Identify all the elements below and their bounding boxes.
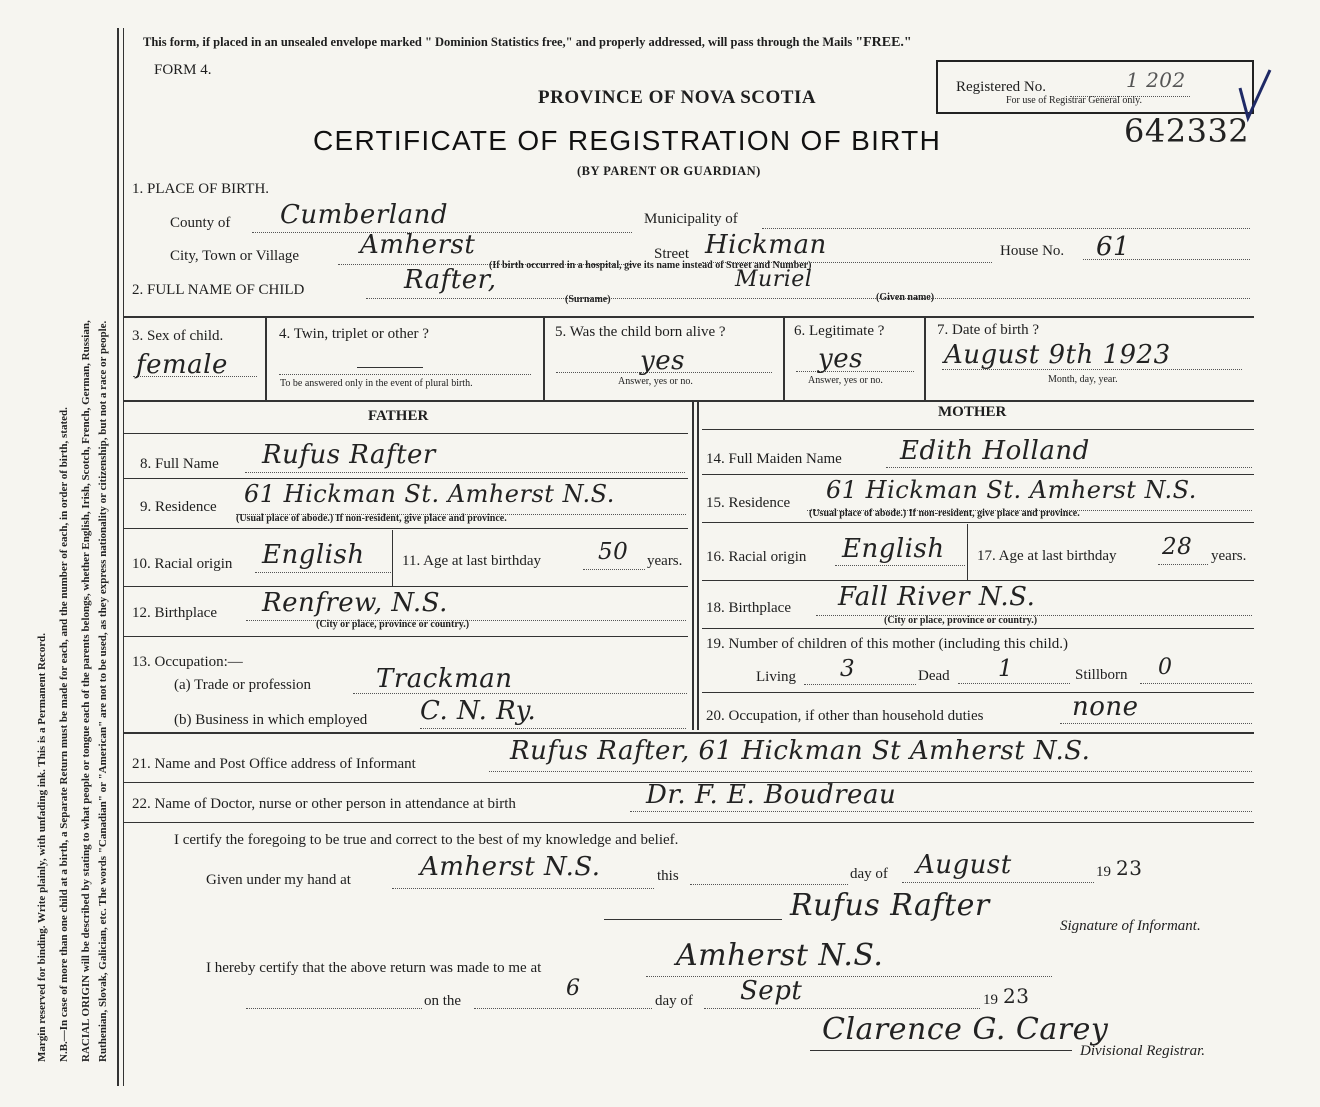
- form-number: FORM 4.: [154, 62, 212, 78]
- dob-value: August 9th 1923: [944, 340, 1171, 370]
- father-business-label: (b) Business in which employed: [174, 712, 368, 728]
- given-place-value: Amherst N.S.: [420, 852, 601, 882]
- informant-signature-label: Signature of Informant.: [1060, 918, 1201, 934]
- mother-occupation-value: none: [1072, 692, 1139, 722]
- province-heading: PROVINCE OF NOVA SCOTIA: [538, 87, 817, 108]
- margin-note-racial-origin-cont: Ruthenian, Slovak, Galician, etc. The words "Canadian" or "American" are not to be used, as they express nationality or citizenship, but not a race or people.: [97, 320, 109, 1062]
- mother-stillborn-label: Stillborn: [1075, 667, 1128, 683]
- dob-label: 7. Date of birth ?: [937, 322, 1040, 338]
- given-year-value: 23: [1116, 856, 1143, 880]
- return-year-value: 23: [1003, 984, 1030, 1008]
- mother-birthplace-value: Fall River N.S.: [838, 582, 1036, 612]
- mother-heading: MOTHER: [938, 404, 1007, 420]
- mother-birthplace-label: 18. Birthplace: [706, 600, 791, 616]
- sex-value: female: [136, 350, 228, 380]
- page-subtitle: (BY PARENT OR GUARDIAN): [577, 164, 761, 178]
- father-years: years.: [647, 553, 683, 569]
- legitimate-label: 6. Legitimate ?: [794, 323, 885, 339]
- twin-note: To be answered only in the event of plural birth.: [280, 378, 473, 389]
- mother-dead-label: Dead: [918, 668, 950, 684]
- given-year-prefix: 19: [1096, 864, 1111, 880]
- mother-living-value: 3: [840, 656, 856, 682]
- mother-residence-label: 15. Residence: [706, 495, 791, 511]
- twin-label: 4. Twin, triplet or other ?: [279, 326, 429, 342]
- child-given-name: Muriel: [735, 267, 813, 292]
- doctor-value: Dr. F. E. Boudreau: [646, 780, 897, 810]
- registered-sub: For use of Registrar General only.: [1006, 95, 1142, 106]
- binding-margin-line-inner: [123, 28, 124, 1086]
- mother-racial-value: English: [842, 534, 945, 564]
- alive-label: 5. Was the child born alive ?: [555, 324, 726, 340]
- surname-note: (Surname): [565, 294, 611, 305]
- mother-living-label: Living: [756, 669, 796, 685]
- return-day-value: 6: [566, 976, 581, 1001]
- return-day-of-label: day of: [655, 993, 693, 1009]
- certificate-number: 642332: [1124, 112, 1250, 150]
- city-value: Amherst: [360, 230, 476, 260]
- father-trade-label: (a) Trade or profession: [174, 677, 312, 693]
- informant-value: Rufus Rafter, 61 Hickman St Amherst N.S.: [510, 736, 1091, 766]
- father-racial-label: 10. Racial origin: [132, 556, 233, 572]
- mother-years: years.: [1211, 548, 1247, 564]
- registered-box: [936, 60, 1254, 114]
- dob-note: Month, day, year.: [1048, 374, 1118, 385]
- house-value: 61: [1096, 232, 1131, 262]
- mother-residence-note: (Usual place of abode.) If non-resident, give place and province.: [809, 508, 1080, 519]
- father-birthplace-label: 12. Birthplace: [132, 605, 217, 621]
- place-of-birth-heading: 1. PLACE OF BIRTH.: [132, 181, 270, 197]
- return-month-value: Sept: [740, 976, 803, 1006]
- this-label: this: [657, 868, 679, 884]
- father-racial-value: English: [262, 540, 365, 570]
- page-title: CERTIFICATE OF REGISTRATION OF BIRTH: [313, 125, 942, 156]
- return-year-prefix: 19: [983, 992, 998, 1008]
- father-heading: FATHER: [368, 408, 429, 424]
- sex-label: 3. Sex of child.: [132, 328, 224, 344]
- day-of-label: day of: [850, 866, 888, 882]
- county-value: Cumberland: [280, 200, 448, 230]
- binding-margin-line: [117, 28, 119, 1086]
- city-label: City, Town or Village: [170, 248, 300, 264]
- street-value: Hickman: [705, 230, 827, 260]
- informant-label: 21. Name and Post Office address of Informant: [132, 756, 416, 772]
- margin-note-binding: Margin reserved for binding. Write plainly, with unfading ink. This is a Permanent Record.: [36, 633, 48, 1062]
- mother-children-label: 19. Number of children of this mother (including this child.): [706, 636, 1069, 652]
- mother-dead-value: 1: [998, 656, 1014, 682]
- father-birthplace-value: Renfrew, N.S.: [262, 588, 448, 618]
- registrar-label: Divisional Registrar.: [1080, 1043, 1206, 1059]
- alive-value: yes: [640, 346, 685, 376]
- father-occupation-label: 13. Occupation:—: [132, 654, 243, 670]
- return-place-value: Amherst N.S.: [676, 938, 884, 973]
- margin-note-racial-origin: RACIAL ORIGIN will be described by stating to what people or tongue each of the parents belongs, whether English, Irish, Scotch, French, German, Russian,: [80, 320, 92, 1062]
- father-name-value: Rufus Rafter: [262, 440, 436, 470]
- legitimate-note: Answer, yes or no.: [808, 375, 883, 386]
- legitimate-value: yes: [818, 344, 863, 374]
- father-trade-value: Trackman: [376, 664, 513, 694]
- mother-name-value: Edith Holland: [900, 436, 1090, 466]
- father-name-label: 8. Full Name: [140, 456, 219, 472]
- child-surname: Rafter,: [404, 265, 497, 295]
- margin-note-multiple-births: N.B.—In case of more than one child at a birth, a Separate Return must be made for each, and the number of each, in order of birth, stated.: [58, 407, 70, 1062]
- mother-age-value: 28: [1162, 534, 1193, 560]
- mother-name-label: 14. Full Maiden Name: [706, 451, 842, 467]
- given-under-label: Given under my hand at: [206, 872, 351, 888]
- registered-label: Registered No.: [956, 79, 1046, 95]
- informant-signature: Rufus Rafter: [790, 888, 990, 923]
- hospital-note: (If birth occurred in a hospital, give its name instead of Street and Number): [489, 260, 812, 271]
- father-residence-value: 61 Hickman St. Amherst N.S.: [244, 480, 615, 508]
- registered-value: 1 202: [1126, 68, 1186, 92]
- doctor-label: 22. Name of Doctor, nurse or other person in attendance at birth: [132, 796, 516, 812]
- mother-residence-value: 61 Hickman St. Amherst N.S.: [826, 476, 1197, 504]
- municipality-label: Municipality of: [644, 211, 738, 227]
- child-name-label: 2. FULL NAME OF CHILD: [132, 282, 305, 298]
- father-residence-note: (Usual place of abode.) If non-resident, give place and province.: [236, 513, 507, 524]
- mother-stillborn-value: 0: [1158, 655, 1173, 680]
- alive-note: Answer, yes or no.: [618, 376, 693, 387]
- mother-age-label: 17. Age at last birthday: [977, 548, 1117, 564]
- registrar-signature: Clarence G. Carey: [822, 1012, 1109, 1047]
- postal-note: This form, if placed in an unsealed envelope marked " Dominion Statistics free," and properly addressed, will pass through the Mails "FREE.": [143, 35, 912, 50]
- street-label: Street: [654, 246, 689, 262]
- return-label: I hereby certify that the above return was made to me at: [206, 960, 542, 976]
- mother-birthplace-note: (City or place, province or country.): [884, 615, 1038, 626]
- house-label: House No.: [1000, 243, 1065, 259]
- father-birthplace-note: (City or place, province or country.): [316, 619, 470, 630]
- on-the-label: on the: [424, 993, 462, 1009]
- mother-racial-label: 16. Racial origin: [706, 549, 807, 565]
- mother-occupation-label: 20. Occupation, if other than household duties: [706, 708, 984, 724]
- certify-statement: I certify the foregoing to be true and correct to the best of my knowledge and belief.: [174, 832, 679, 848]
- given-name-note: (Given name): [876, 292, 935, 303]
- father-age-value: 50: [598, 539, 629, 565]
- father-business-value: C. N. Ry.: [420, 696, 537, 726]
- father-residence-label: 9. Residence: [140, 499, 217, 515]
- father-age-label: 11. Age at last birthday: [402, 553, 541, 569]
- given-month-value: August: [916, 850, 1012, 880]
- county-label: County of: [170, 215, 231, 231]
